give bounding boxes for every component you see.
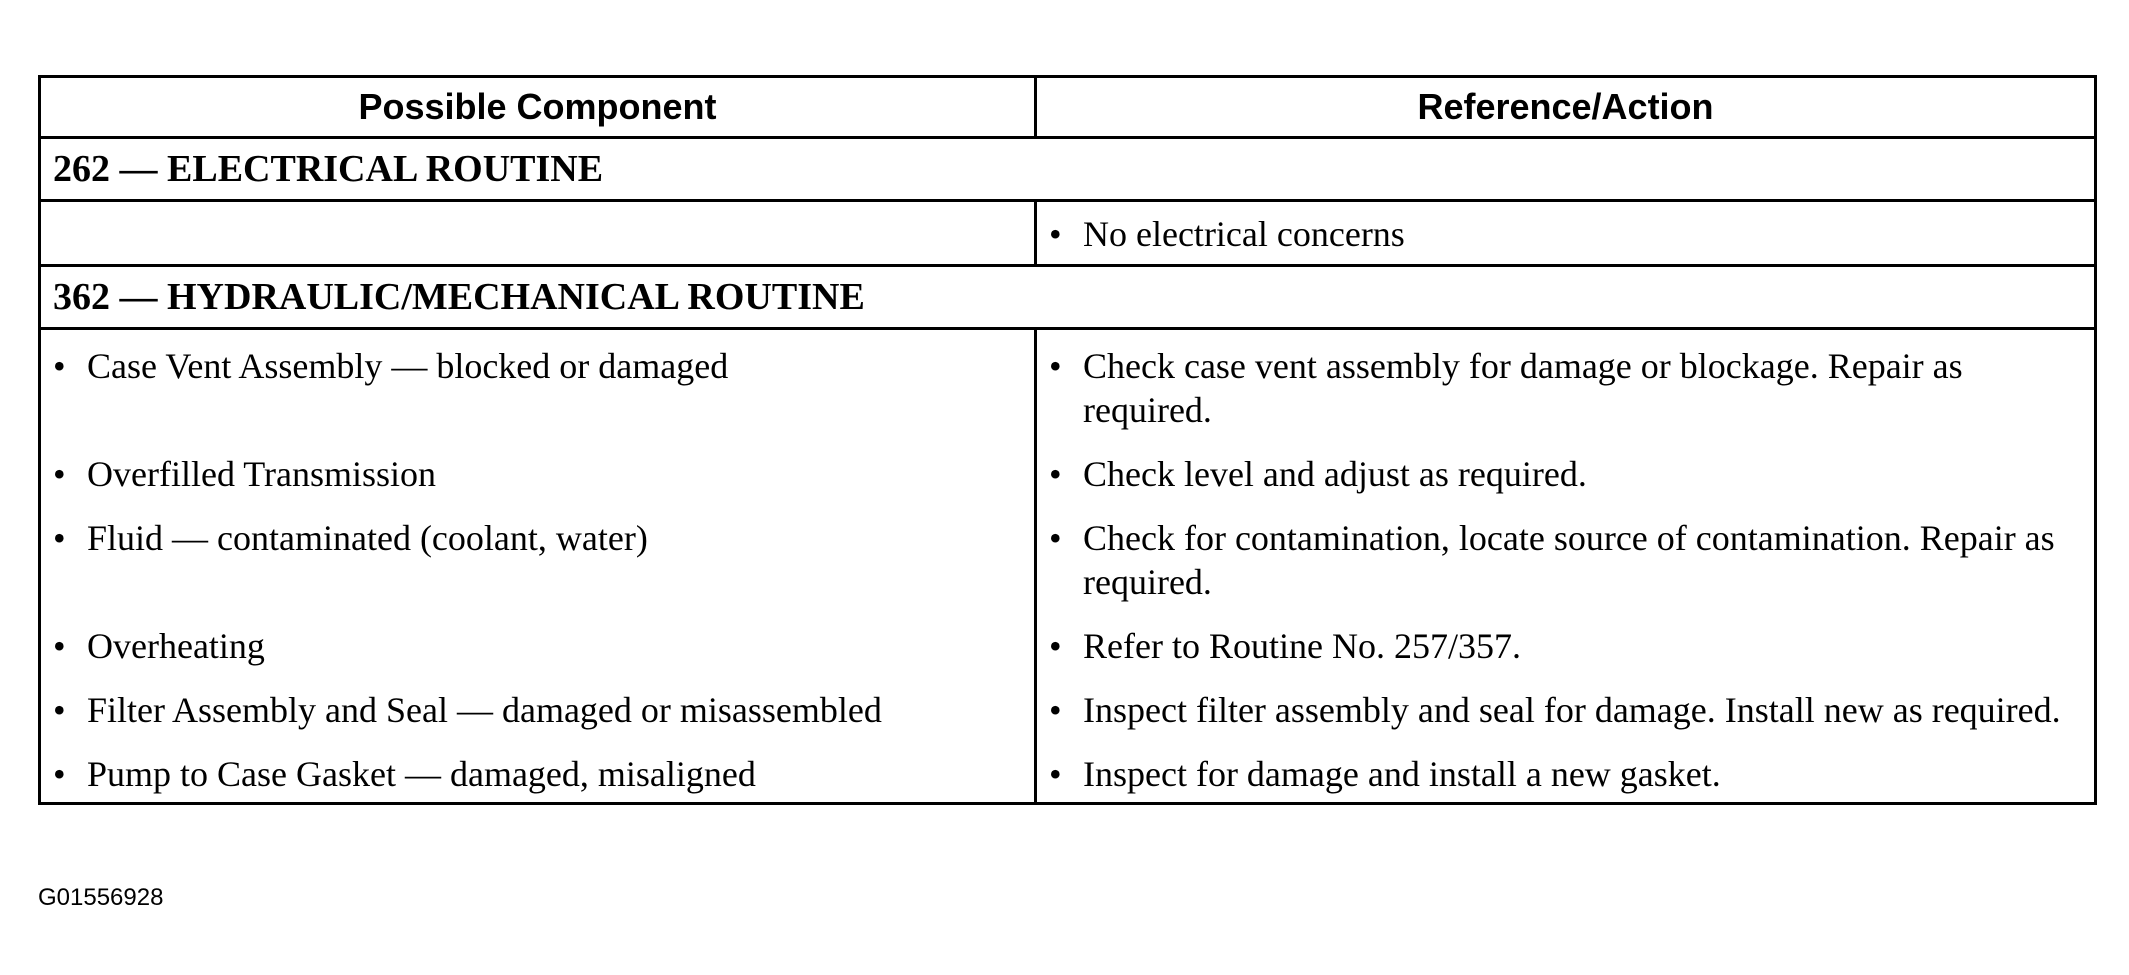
component-cell <box>40 438 1036 502</box>
action-text: Refer to Routine No. 257/357. <box>1083 626 1521 666</box>
bullet-icon: • <box>1049 754 1062 794</box>
table-row <box>40 674 2096 738</box>
action-cell <box>1036 329 2096 439</box>
component-cell <box>40 329 1036 439</box>
action-cell <box>1036 738 2096 804</box>
section-header-row <box>40 266 2096 329</box>
bullet-icon: • <box>53 626 66 666</box>
component-text: Fluid — contaminated (coolant, water) <box>87 518 648 558</box>
component-text: Filter Assembly and Seal — damaged or misassembled <box>87 690 882 730</box>
bullet-icon: • <box>1049 518 1062 558</box>
section-title-electrical: 262 — ELECTRICAL ROUTINE <box>40 138 2096 201</box>
action-cell <box>1036 674 2096 738</box>
action-text: Check case vent assembly for damage or blockage. Repair as required. <box>1083 346 1963 430</box>
action-cell <box>1036 502 2096 610</box>
action-cell <box>1036 610 2096 674</box>
diagnostic-table <box>38 75 2097 805</box>
action-text: No electrical concerns <box>1083 214 1405 254</box>
bullet-icon: • <box>53 454 66 494</box>
section-header-row <box>40 138 2096 201</box>
component-cell <box>40 201 1036 266</box>
component-text: Overfilled Transmission <box>87 454 437 494</box>
header-possible-component: Possible Component <box>40 77 1036 138</box>
bullet-icon: • <box>1049 626 1062 666</box>
bullet-icon: • <box>53 518 66 558</box>
header-row <box>40 77 2096 138</box>
table-row <box>40 329 2096 439</box>
component-cell <box>40 502 1036 610</box>
section-title-hydraulic-mechanical: 362 — HYDRAULIC/MECHANICAL ROUTINE <box>40 266 2096 329</box>
table-row <box>40 201 2096 266</box>
table-row <box>40 610 2096 674</box>
action-cell <box>1036 438 2096 502</box>
bullet-icon: • <box>53 346 66 386</box>
action-cell <box>1036 201 2096 266</box>
component-text: Overheating <box>87 626 265 666</box>
table-row <box>40 438 2096 502</box>
bullet-icon: • <box>1049 454 1062 494</box>
action-text: Check for contamination, locate source of contamination. Repair as required. <box>1083 518 2055 602</box>
action-text: Inspect for damage and install a new gasket. <box>1083 754 1721 794</box>
table-row <box>40 738 2096 804</box>
bullet-icon: • <box>53 754 66 794</box>
bullet-icon: • <box>1049 346 1062 386</box>
header-reference-action: Reference/Action <box>1036 77 2096 138</box>
component-text: Pump to Case Gasket — damaged, misaligned <box>87 754 756 794</box>
component-cell <box>40 674 1036 738</box>
bullet-icon: • <box>1049 690 1062 730</box>
bullet-icon: • <box>1049 214 1062 254</box>
component-text: Case Vent Assembly — blocked or damaged <box>87 346 729 386</box>
action-text: Check level and adjust as required. <box>1083 454 1587 494</box>
bullet-icon: • <box>53 690 66 730</box>
table-row <box>40 502 2096 610</box>
component-cell <box>40 610 1036 674</box>
action-text: Inspect filter assembly and seal for damage. Install new as required. <box>1083 690 2061 730</box>
component-cell <box>40 738 1036 804</box>
figure-id: G01556928 <box>38 884 164 911</box>
